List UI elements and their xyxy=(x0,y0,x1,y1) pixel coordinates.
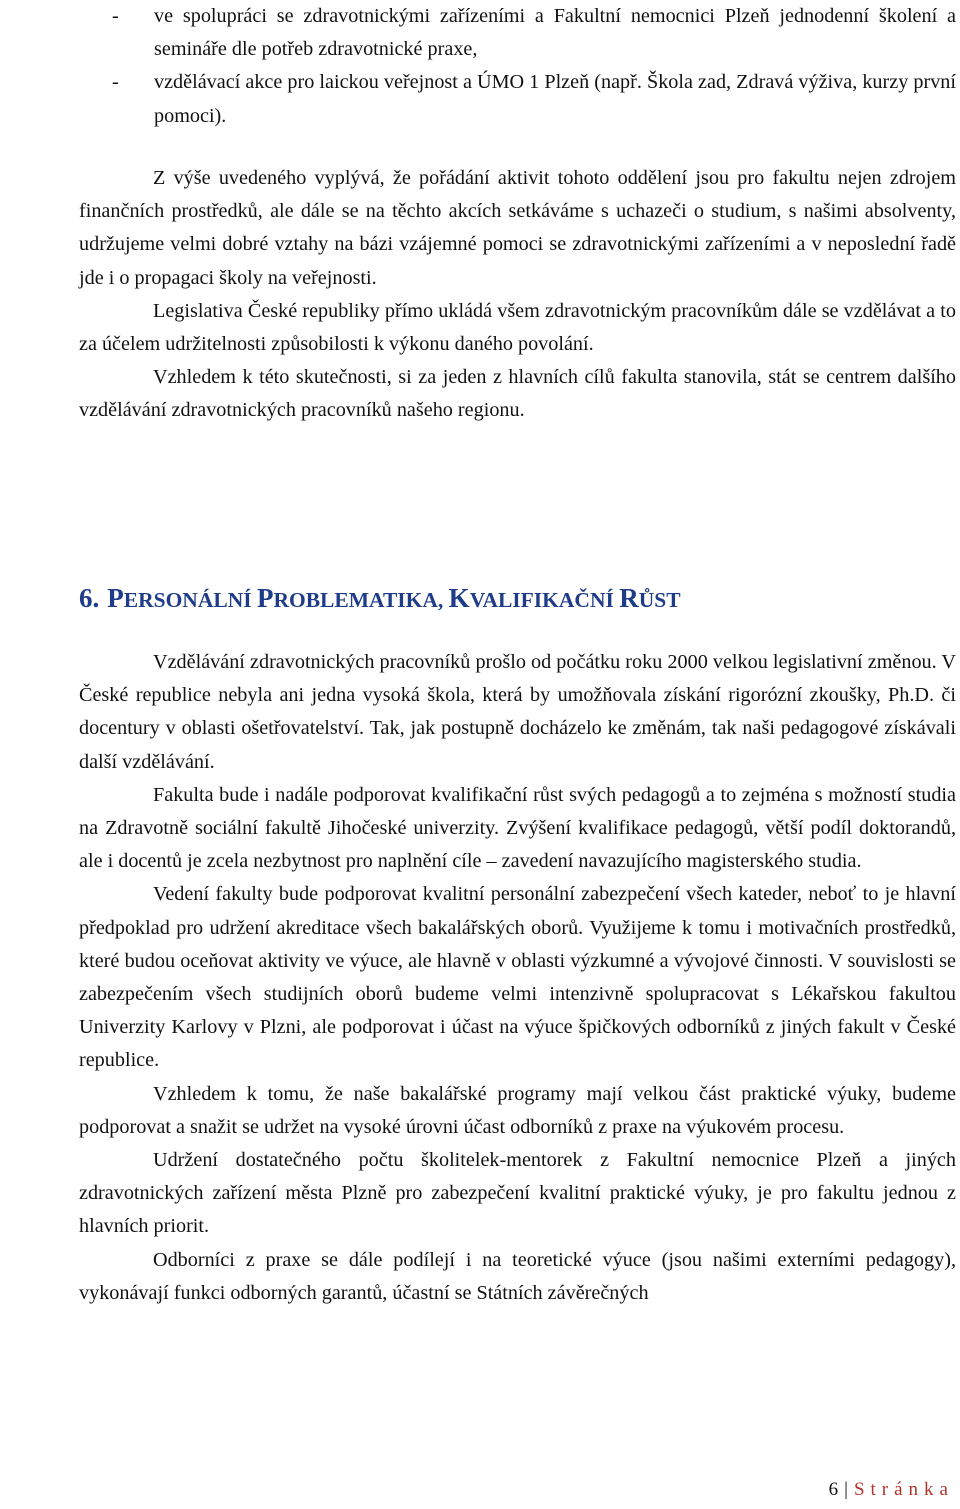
bullet-dash: - xyxy=(112,71,119,94)
paragraph: Odborníci z praxe se dále podílejí i na teoretické výuce (jsou našimi externími pedagogy), vykonávají funkci odborných garantů, účastní se Státních závěrečných xyxy=(79,1248,956,1304)
page-number: 6 xyxy=(828,1479,839,1500)
section-6-body xyxy=(79,646,956,1310)
bullet-dash: - xyxy=(112,5,119,27)
footer-label: Stránka xyxy=(853,1479,954,1500)
section-number: 6. xyxy=(79,583,100,613)
heading-initial: R xyxy=(619,583,639,613)
bullet-text: vzdělávací akce pro laickou veřejnost a ÚMO 1 Plzeň (např. Škola zad, Zdravá výživa, kurzy první pomoci). xyxy=(154,71,956,127)
list-item xyxy=(112,0,956,66)
heading-initial: P xyxy=(107,583,124,613)
heading-part: VALIFIKAČNÍ xyxy=(469,588,620,612)
heading-part: ROBLEMATIKA, xyxy=(273,588,449,612)
footer-separator: | xyxy=(844,1479,848,1500)
heading-initial: K xyxy=(448,583,470,613)
paragraph: Vedení fakulty bude podporovat kvalitní personální zabezpečení všech kateder, neboť to je hlavní předpoklad pro udržení akreditace všech bakalářských oborů. Využijeme k tomu i motivačních prostředků, které budou oceňovat aktivity ve výuce, ale hlavně v oblasti výzkumné a vývojové činnosti. V souvislosti se zabezpečením všech studijních oborů budeme velmi intenzivně spolupracovat s Lékařskou fakultou Univerzity Karlovy v Plzni, ale podporovat i účast na výuce špičkových odborníků z jiných fakult v České republice. xyxy=(79,883,956,1072)
paragraph: Udržení dostatečného počtu školitelek-mentorek z Fakultní nemocnice Plzeň a jiných zdravotnických zařízení města Plzně pro zabezpečení kvalitní praktické výuky, je pro fakultu jednou z hlavních priorit. xyxy=(79,1149,956,1238)
heading-initial: P xyxy=(256,583,274,613)
paragraph: Vzhledem k této skutečnosti, si za jeden z hlavních cílů fakulta stanovila, stát se centrem dalšího vzdělávání zdravotnických pracovníků našeho regionu. xyxy=(79,366,956,422)
bullet-text: ve spolupráci se zdravotnickými zařízeními a Fakultní nemocnici Plzeň jednodenní školení a semináře dle potřeb zdravotnické praxe, xyxy=(154,5,956,61)
paragraph: Vzdělávání zdravotnických pracovníků prošlo od počátku roku 2000 velkou legislativní změnou. V České republice nebyla ani jedna vysoká škola, která by umožňovala získání rigorózní zkoušky, Ph.D. či docentury v oblasti ošetřovatelství. Tak, jak postupně docházelo ke změnám, tak naši pedagogové získávali další vzdělávání. xyxy=(79,651,956,773)
intro-section xyxy=(79,162,956,428)
paragraph: Vzhledem k tomu, že naše bakalářské programy mají velkou část praktické výuky, budeme podporovat a snažit se udržet na vysoké úrovni účast odborníků z praxe na výukovém procesu. xyxy=(79,1082,956,1138)
paragraph: Legislativa České republiky přímo ukládá všem zdravotnickým pracovníkům dále se vzdělávat a to za účelem udržitelnosti způsobilosti k výkonu daného povolání. xyxy=(79,299,956,356)
page-footer xyxy=(829,1479,954,1501)
heading-part: ERSONÁLNÍ xyxy=(123,588,257,612)
heading-part: ŮST xyxy=(638,588,681,612)
list-item xyxy=(112,66,956,132)
bullet-list xyxy=(112,0,956,133)
paragraph: Z výše uvedeného vyplývá, že pořádání aktivit tohoto oddělení jsou pro fakultu nejen zdrojem finančních prostředků, ale dále se na těchto akcích setkáváme s uchazeči o studium, s našimi absolventy, udržujeme velmi dobré vztahy na bázi vzájemné pomoci se zdravotnickými zařízeními a v neposlední řadě jde i o propagaci školy na veřejnosti. xyxy=(79,167,956,289)
section-heading xyxy=(79,583,956,614)
paragraph: Fakulta bude i nadále podporovat kvalifikační růst svých pedagogů a to zejména s možností studia na Zdravotně sociální fakultě Jihočeské univerzity. Zvýšení kvalifikace pedagogů, větší podíl doktorandů, ale i docentů je zcela nezbytnost pro naplnění cíle – zavedení navazujícího magisterského studia. xyxy=(79,783,956,873)
